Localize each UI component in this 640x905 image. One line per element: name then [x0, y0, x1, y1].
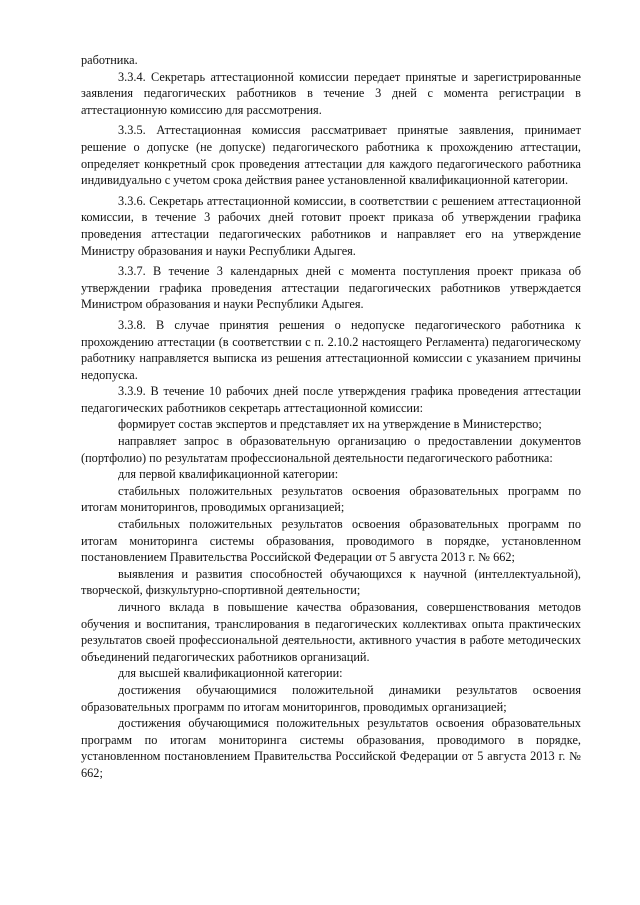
list-item-first-1: стабильных положительных результатов освоения образовательных программ по итогам мониторингов, проводимых организацией; — [81, 483, 581, 515]
subheading-first-category: для первой квалификационной категории: — [118, 467, 339, 482]
list-item-experts: формирует состав экспертов и представляет их на утверждение в Министерство; — [118, 417, 542, 432]
list-item-highest-2: достижения обучающимися положительных результатов освоения образовательных программ по итогам мониторинга системы образования, проводимого в порядке, установленном постановлением Правительства Российской Федерации от 5 августа 2013 г. № 662; — [81, 716, 581, 780]
paragraph-3-3-4: 3.3.4. Секретарь аттестационной комиссии передает принятые и зарегистрированные заявления педагогических работников в течение 3 дней с момента регистрации в аттестационную комиссию для рассмотрения. — [81, 69, 581, 117]
paragraph-3-3-9: 3.3.9. В течение 10 рабочих дней после утверждения графика проведения аттестации педагогических работников секретарь аттестационной комиссии: — [81, 384, 581, 415]
list-item-first-4: личного вклада в повышение качества образования, совершенствования методов обучения и воспитания, транслирования в педагогических коллективах опыта практических результатов своей профессиональной деятельности, активного участия в работе методических объединений педагогических работников организаций. — [81, 600, 581, 664]
list-item-request: направляет запрос в образовательную организацию о предоставлении документов (портфолио) по результатам профессиональной деятельности педагогического работника: — [81, 434, 581, 465]
paragraph-continuation: работника. — [81, 53, 138, 67]
paragraph-3-3-7: 3.3.7. В течение 3 календарных дней с момента поступления проект приказа об утверждении графика проведения аттестации педагогических работников утверждается Министром образования и науки Республики Адыгея. — [81, 264, 581, 312]
paragraph-3-3-5: 3.3.5. Аттестационная комиссия рассматривает принятые заявления, принимает решение о допуске (не допуске) педагогического работника к прохождению аттестации, определяет конкретный срок проведения аттестации для каждого педагогического работника индивидуально с учетом срока действия ранее установленной квалификационной категории. — [81, 123, 581, 188]
list-item-highest-1: достижения обучающимися положительной динамики результатов освоения образовательных программ по итогам мониторингов, проводимых организацией; — [81, 682, 581, 714]
list-item-first-2: стабильных положительных результатов освоения образовательных программ по итогам мониторинга системы образования, проводимого в порядке, установленном постановлением Правительства Российской Федерации от 5 августа 2013 г. № 662; — [81, 517, 581, 565]
subheading-highest-category: для высшей квалификационной категории: — [118, 666, 343, 681]
paragraph-3-3-6: 3.3.6. Секретарь аттестационной комиссии, в соответствии с решением аттестационной комиссии, в течение 3 рабочих дней готовит проект приказа об утверждении графика проведения аттестации педагогических работников и направляет его на утверждение Министру образования и науки Республики Адыгея. — [81, 193, 581, 258]
list-item-first-3: выявления и развития способностей обучающихся к научной (интеллектуальной), творческой, физкультурно-спортивной деятельности; — [81, 566, 581, 598]
paragraph-3-3-8: 3.3.8. В случае принятия решения о недопуске педагогического работника к прохождению аттестации (в соответствии с п. 2.10.2 настоящего Регламента) педагогическому работнику направляется выписка из решения аттестационной комиссии с указанием причины недопуска. — [81, 317, 581, 382]
